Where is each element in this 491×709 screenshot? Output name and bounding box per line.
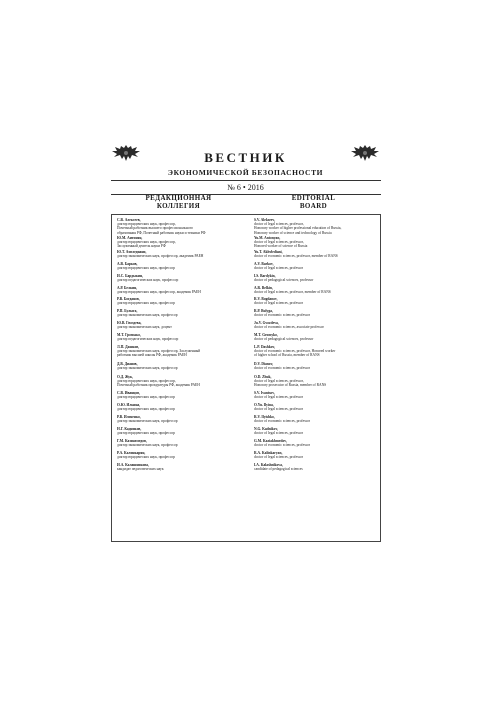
member-credentials: доктор экономических наук, профессор, Заслуженный — [117, 349, 201, 354]
member-credentials: doctor of legal sciences, professor, — [254, 240, 304, 245]
board-member-board_en — [254, 333, 376, 341]
board-member-board_ru — [117, 362, 239, 370]
member-name: S.V. Ivantsov, — [254, 391, 275, 395]
member-name: A.R. Belkin, — [254, 286, 273, 290]
member-credentials: doctor of economic sciences, professor — [254, 366, 310, 371]
member-credentials: доктор юридических наук, профессор, — [117, 222, 176, 227]
member-credentials: doctor of pedagogical sciences, professor — [254, 278, 314, 283]
board-member-board_ru — [117, 309, 239, 317]
member-name: N.G. Kadnikov, — [254, 427, 278, 431]
member-credentials: doctor of legal sciences, professor — [254, 395, 303, 400]
member-credentials: doctor of economic sciences, professor, Honored worker — [254, 349, 336, 354]
member-credentials: Заслуженный деятель науки РФ — [117, 244, 166, 249]
member-name: A.V. Barkov, — [254, 262, 274, 266]
board-member-board_ru — [117, 391, 239, 399]
member-name: Д.В. Дианов, — [117, 362, 138, 366]
editorial-board-heading-en — [246, 194, 381, 210]
member-name: Р.П. Булыга, — [117, 309, 138, 313]
board-member-board_en — [254, 403, 376, 411]
board-member-board_en — [254, 321, 376, 329]
member-credentials: доктор юридических наук, профессор — [117, 455, 175, 460]
board-member-board_ru — [117, 321, 239, 329]
member-name: R.V. Ilyishko, — [254, 415, 275, 419]
board-member-board_ru — [117, 415, 239, 423]
member-credentials: Почетный работник прокуратуры РФ, академик РАЕН — [117, 383, 200, 388]
member-name: Л.П. Дашков, — [117, 345, 140, 349]
member-credentials: doctor of economic sciences, professor — [254, 313, 310, 318]
member-credentials: работник высшей школы РФ, академик РАЕН — [117, 353, 187, 358]
member-credentials: доктор юридических наук, профессор, академик РАЕН — [117, 290, 201, 295]
board-member-board_ru — [117, 262, 239, 270]
member-credentials: Почетный работник высшего профессионального — [117, 226, 193, 231]
board-member-board_ru — [117, 345, 239, 358]
member-name: О.Д. Жук, — [117, 375, 134, 379]
member-credentials: кандидат педагогических наук — [117, 467, 164, 472]
member-name: С.В. Иванцов, — [117, 391, 140, 395]
board-member-board_en — [254, 309, 376, 317]
member-credentials: doctor of legal sciences, professor, member of RANS — [254, 290, 331, 295]
heading-ru-line-2: КОЛЛЕГИЯ — [156, 202, 201, 210]
member-credentials: доктор юридических наук, профессор, — [117, 240, 176, 245]
board-member-board_en — [254, 345, 376, 358]
member-name: I.A. Kalashnikova, — [254, 463, 283, 467]
board-member-board_en — [254, 439, 376, 447]
board-member-board_ru — [117, 439, 239, 447]
member-credentials: doctor of legal sciences, professor, — [254, 222, 304, 227]
board-member-board_ru — [117, 250, 239, 258]
member-credentials: доктор педагогических наук, профессор — [117, 337, 179, 342]
member-credentials: образования РФ, Почетный работник науки и техники РФ — [117, 230, 206, 235]
member-credentials: doctor of legal sciences, professor — [254, 407, 303, 412]
member-name: R.V. Bogdanov, — [254, 297, 278, 301]
member-credentials: doctor of legal sciences, professor, — [254, 379, 304, 384]
member-name: Ю.В. Гвоздева, — [117, 321, 142, 325]
board-member-board_en — [254, 274, 376, 282]
member-name: Р.В. Ильченко, — [117, 415, 141, 419]
board-member-board_ru — [117, 333, 239, 341]
member-credentials: doctor of economic sciences, professor — [254, 443, 310, 448]
member-credentials: доктор педагогических наук, профессор — [117, 278, 179, 283]
board-member-board_ru — [117, 297, 239, 305]
member-credentials: доктор экономических наук, профессор — [117, 443, 178, 448]
member-name: С.В. Алексеев, — [117, 218, 141, 222]
member-credentials: доктор экономических наук, профессор, академик РАЕН — [117, 254, 204, 259]
board-member-board_ru — [117, 286, 239, 294]
board-member-board_en — [254, 250, 376, 258]
member-name: Yu.M. Antonyan, — [254, 236, 281, 240]
member-name: Ю.М. Антонян, — [117, 236, 143, 240]
member-credentials: doctor of economic sciences, associate professor — [254, 325, 324, 330]
member-credentials: доктор юридических наук, профессор — [117, 301, 175, 306]
board-member-board_en — [254, 236, 376, 249]
member-name: А.В. Барков, — [117, 262, 138, 266]
member-name: R.A. Kalinkaryan, — [254, 451, 283, 455]
member-name: Ju.V. Gvozdeva, — [254, 321, 279, 325]
board-member-board_en — [254, 286, 376, 294]
board-member-board_en — [254, 375, 376, 388]
member-name: О.Ю. Ильина, — [117, 403, 141, 407]
member-name: Г.М. Казиахмедов, — [117, 439, 147, 443]
member-credentials: доктор юридических наук, профессор — [117, 431, 175, 436]
member-credentials: Honorary prosecutor of Russia, member of RANS — [254, 383, 327, 388]
board-member-board_en — [254, 391, 376, 399]
member-credentials: доктор экономических наук, профессор — [117, 366, 178, 371]
board-member-board_en — [254, 463, 376, 471]
member-name: Ю.Т. Ахвледиани, — [117, 250, 147, 254]
journal-subtitle: ЭКОНОМИЧЕСКОЙ БЕЗОПАСНОСТИ — [167, 168, 324, 177]
divider-top — [111, 180, 381, 181]
member-name: И.С. Бардыкин, — [117, 274, 143, 278]
member-name: Р.В. Богданов, — [117, 297, 140, 301]
member-name: L.P. Dashkov, — [254, 345, 276, 349]
member-name: M.T. Gromyko, — [254, 333, 278, 337]
member-credentials: candidate of pedagogical sciences — [254, 467, 303, 472]
member-name: O.Yu. Ilyina, — [254, 403, 274, 407]
board-member-board_ru — [117, 218, 239, 235]
board-member-board_en — [254, 362, 376, 370]
member-name: D.V. Dianov, — [254, 362, 274, 366]
member-name: Yu.T. Akhvlediani, — [254, 250, 283, 254]
board-member-board_en — [254, 218, 376, 235]
heading-ru-line-1: РЕДАКЦИОННАЯ — [145, 194, 212, 202]
member-credentials: доктор экономических наук, профессор — [117, 313, 178, 318]
board-member-board_ru — [117, 463, 239, 471]
board-member-board_ru — [117, 451, 239, 459]
board-member-board_ru — [117, 236, 239, 249]
board-member-board_ru — [117, 274, 239, 282]
member-credentials: доктор экономических наук, профессор — [117, 419, 178, 424]
member-credentials: of higher school of Russia, member of RANS — [254, 353, 320, 358]
member-credentials: doctor of legal sciences, professor — [254, 266, 303, 271]
board-member-board_en — [254, 297, 376, 305]
member-credentials: doctor of legal sciences, professor — [254, 455, 303, 460]
member-name: R.P. Bulyga, — [254, 309, 273, 313]
member-name: А.Р. Белкин, — [117, 286, 138, 290]
member-credentials: доктор юридических наук, профессор — [117, 395, 175, 400]
member-name: O.D. Zhuk, — [254, 375, 272, 379]
member-name: G.M. Kaziakhmedov, — [254, 439, 287, 443]
member-name: М.Т. Громыко, — [117, 333, 141, 337]
member-credentials: Honorary worker of higher professional education of Russia, — [254, 226, 342, 231]
member-credentials: Honored worker of science of Russia — [254, 244, 308, 249]
member-name: S.V. Alekseev, — [254, 218, 275, 222]
board-member-board_en — [254, 415, 376, 423]
member-credentials: doctor of legal sciences, professor — [254, 301, 303, 306]
board-member-board_ru — [117, 403, 239, 411]
heading-en-line-1: EDITORIAL — [291, 194, 336, 202]
member-credentials: Honorary worker of science and technology of Russia — [254, 230, 332, 235]
member-credentials: доктор юридических наук, профессор — [117, 266, 175, 271]
member-name: Н.Г. Кадников, — [117, 427, 142, 431]
member-credentials: doctor of pedagogical sciences, professor — [254, 337, 314, 342]
member-credentials: doctor of legal sciences, professor — [254, 431, 303, 436]
journal-title: ВЕСТНИК — [204, 150, 287, 165]
issue-number: № 6 • 2016 — [227, 183, 264, 192]
member-name: Р.А. Калинкарян, — [117, 451, 146, 455]
board-member-board_en — [254, 427, 376, 435]
member-credentials: доктор юридических наук, профессор, — [117, 379, 176, 384]
board-member-board_ru — [117, 375, 239, 388]
board-member-board_en — [254, 262, 376, 270]
member-name: И.А. Калашникова, — [117, 463, 149, 467]
heading-en-line-2: BOARD — [299, 202, 328, 210]
member-credentials: доктор юридических наук, профессор — [117, 407, 175, 412]
member-credentials: doctor of economic sciences, professor — [254, 419, 310, 424]
editorial-board-heading-ru — [111, 194, 246, 210]
member-name: I.S. Bardykin, — [254, 274, 276, 278]
member-credentials: доктор экономических наук, доцент — [117, 325, 172, 330]
board-member-board_en — [254, 451, 376, 459]
member-credentials: doctor of economic sciences, professor, member of RANS — [254, 254, 338, 259]
board-member-board_ru — [117, 427, 239, 435]
